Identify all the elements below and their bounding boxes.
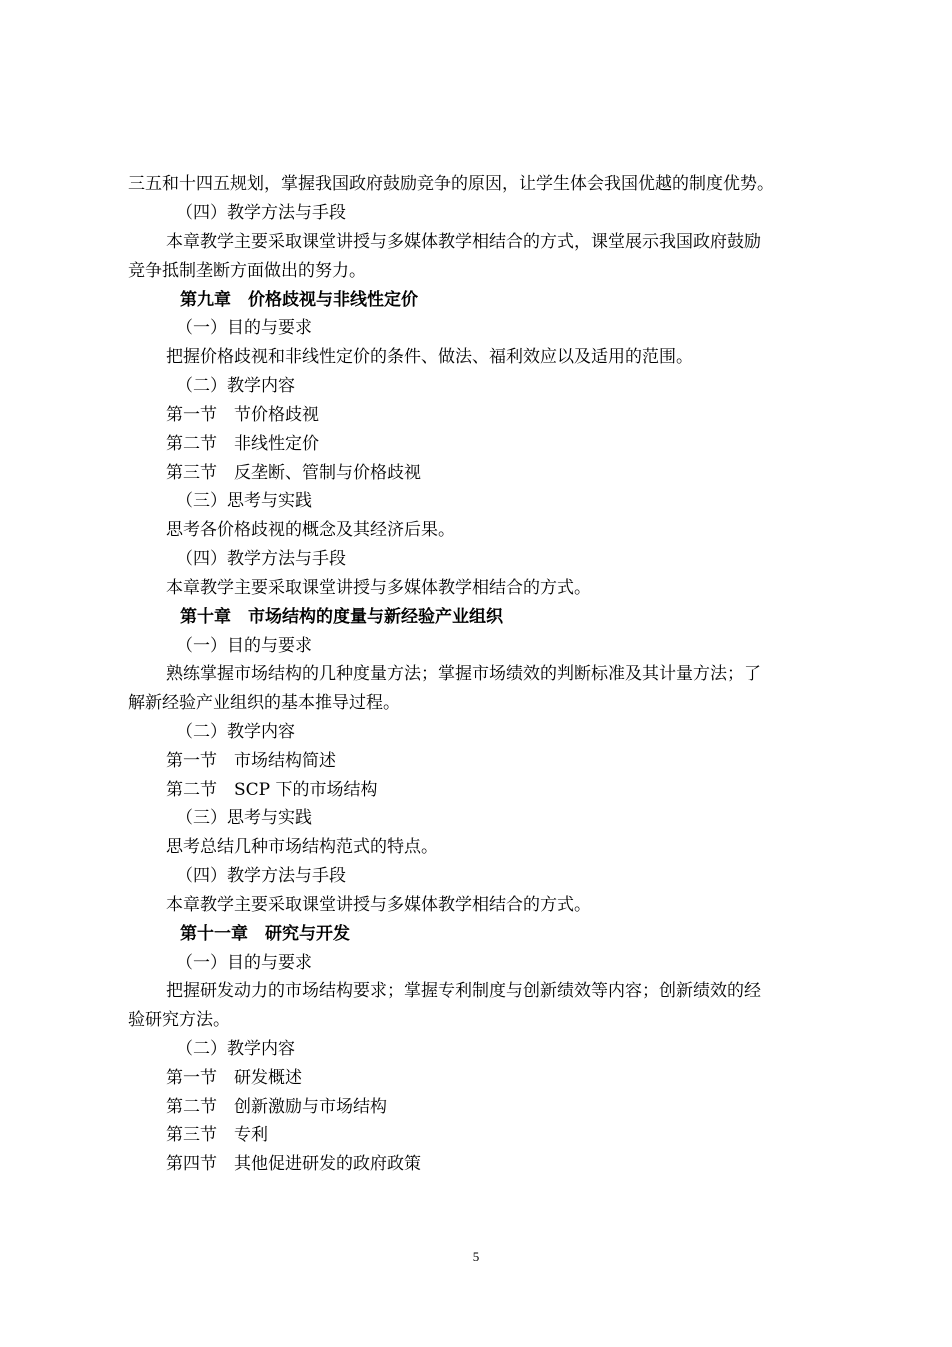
paragraph-line: 解新经验产业组织的基本推导过程。 — [128, 693, 400, 713]
paragraph-line: 本章教学主要采取课堂讲授与多媒体教学相结合的方式，课堂展示我国政府鼓励 — [166, 232, 761, 252]
section-item: 第一节 研发概述 — [166, 1068, 302, 1088]
subsection-heading: （四）教学方法与手段 — [176, 203, 346, 223]
section-item: 第二节 SCP 下的市场结构 — [166, 780, 378, 800]
section-item: 第一节 节价格歧视 — [166, 405, 319, 425]
paragraph-line: 本章教学主要采取课堂讲授与多媒体教学相结合的方式。 — [166, 578, 591, 598]
subsection-heading: （四）教学方法与手段 — [176, 866, 346, 886]
paragraph-line: 把握价格歧视和非线性定价的条件、做法、福利效应以及适用的范围。 — [166, 347, 693, 367]
page-number: 5 — [472, 1249, 480, 1264]
paragraph-line: 验研究方法。 — [128, 1010, 230, 1030]
paragraph-line: 本章教学主要采取课堂讲授与多媒体教学相结合的方式。 — [166, 895, 591, 915]
paragraph-line: 三五和十四五规划，掌握我国政府鼓励竞争的原因，让学生体会我国优越的制度优势。 — [128, 174, 774, 194]
subsection-heading: （二）教学内容 — [176, 1039, 295, 1059]
chapter-heading: 第十一章 研究与开发 — [180, 924, 350, 944]
subsection-heading: （一）目的与要求 — [176, 318, 312, 338]
section-item: 第二节 非线性定价 — [166, 434, 319, 454]
section-item: 第一节 市场结构简述 — [166, 751, 336, 771]
section-item: 第四节 其他促进研发的政府政策 — [166, 1154, 421, 1174]
subsection-heading: （三）思考与实践 — [176, 808, 312, 828]
paragraph-line: 竞争抵制垄断方面做出的努力。 — [128, 261, 366, 281]
section-item: 第三节 专利 — [166, 1125, 268, 1145]
chapter-heading: 第九章 价格歧视与非线性定价 — [180, 290, 418, 310]
subsection-heading: （二）教学内容 — [176, 376, 295, 396]
section-item: 第二节 创新激励与市场结构 — [166, 1097, 387, 1117]
paragraph-line: 熟练掌握市场结构的几种度量方法；掌握市场绩效的判断标准及其计量方法；了 — [166, 664, 761, 684]
paragraph-line: 思考总结几种市场结构范式的特点。 — [166, 837, 438, 857]
subsection-heading: （二）教学内容 — [176, 722, 295, 742]
subsection-heading: （三）思考与实践 — [176, 491, 312, 511]
subsection-heading: （一）目的与要求 — [176, 953, 312, 973]
chapter-heading: 第十章 市场结构的度量与新经验产业组织 — [180, 607, 503, 627]
section-item: 第三节 反垄断、管制与价格歧视 — [166, 463, 421, 483]
paragraph-line: 思考各价格歧视的概念及其经济后果。 — [166, 520, 455, 540]
subsection-heading: （四）教学方法与手段 — [176, 549, 346, 569]
subsection-heading: （一）目的与要求 — [176, 636, 312, 656]
paragraph-line: 把握研发动力的市场结构要求；掌握专利制度与创新绩效等内容；创新绩效的经 — [166, 981, 761, 1001]
